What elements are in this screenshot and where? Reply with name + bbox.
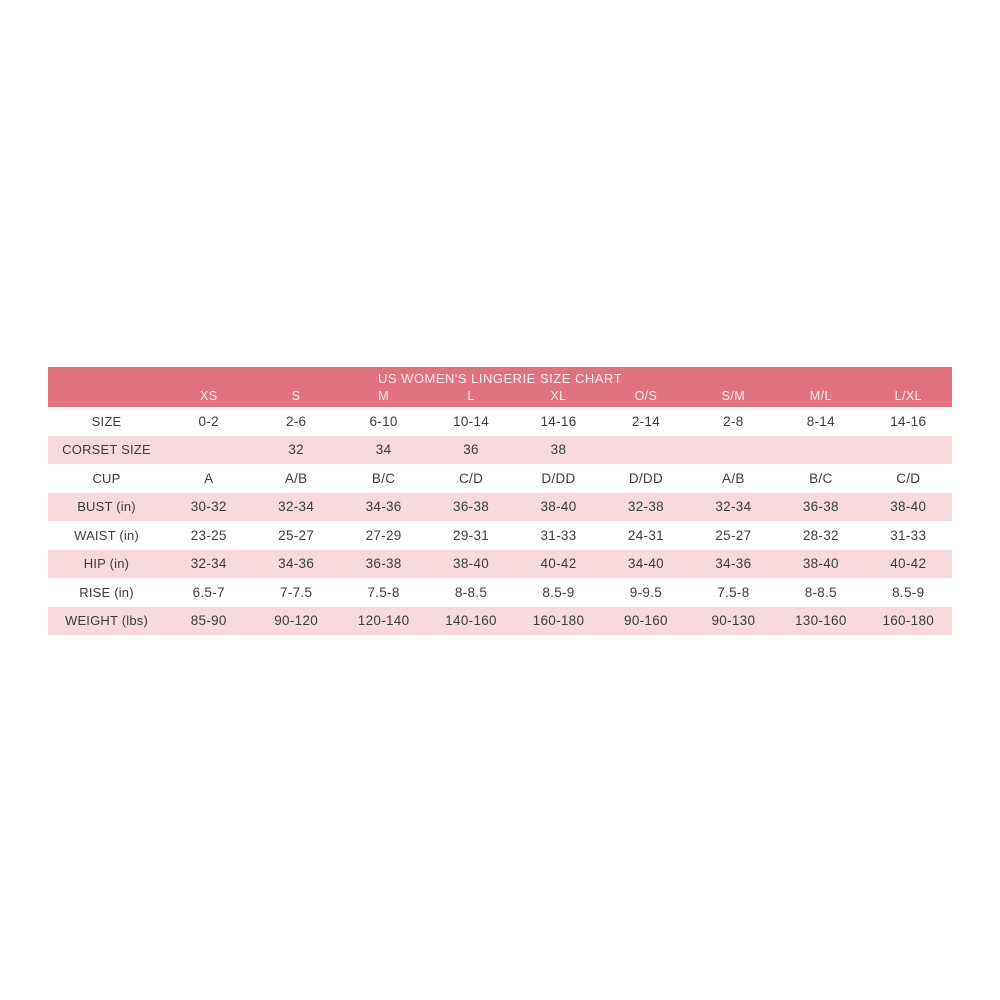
table-cell: 8.5-9 xyxy=(542,584,575,600)
table-cell: 30-32 xyxy=(190,499,227,515)
table-row xyxy=(48,550,952,579)
table-cell: 7.5-8 xyxy=(367,584,400,600)
column-header: S/M xyxy=(721,389,746,403)
table-cell: 0-2 xyxy=(198,413,219,429)
table-cell: 90-120 xyxy=(274,613,319,629)
table-cell: 10-14 xyxy=(453,413,490,429)
table-cell: 6-10 xyxy=(369,413,398,429)
table-cell: A/B xyxy=(284,470,308,486)
table-title: US WOMEN'S LINGERIE SIZE CHART xyxy=(377,371,623,386)
column-header-spacer xyxy=(48,396,165,399)
table-row xyxy=(48,493,952,522)
table-cell: 36-38 xyxy=(453,499,490,515)
table-body xyxy=(48,407,952,635)
table-row xyxy=(48,578,952,607)
table-cell: 160-180 xyxy=(532,613,585,629)
table-cell: 2-14 xyxy=(631,413,661,429)
table-cell: 8-8.5 xyxy=(454,584,488,600)
table-cell: 36-38 xyxy=(802,499,839,515)
table-cell: 8.5-9 xyxy=(892,584,925,600)
table-cell: 38-40 xyxy=(540,499,577,515)
table-cell: 38-40 xyxy=(802,556,839,572)
table-cell: 24-31 xyxy=(627,527,664,543)
table-cell: 38-40 xyxy=(453,556,490,572)
table-cell: 7.5-8 xyxy=(717,584,750,600)
table-cell: 9-9.5 xyxy=(629,584,663,600)
table-cell: 34-40 xyxy=(627,556,664,572)
table-row xyxy=(48,407,952,436)
table-cell: 34-36 xyxy=(278,556,315,572)
row-label: WEIGHT (lbs) xyxy=(64,613,149,629)
table-cell: 34 xyxy=(375,442,392,458)
table-cell: 29-31 xyxy=(453,527,490,543)
table-cell: 27-29 xyxy=(365,527,402,543)
table-cell: 38 xyxy=(550,442,567,458)
table-cell: 32-38 xyxy=(627,499,664,515)
table-cell: 34-36 xyxy=(365,499,402,515)
table-cell: 28-32 xyxy=(802,527,839,543)
table-cell: 140-160 xyxy=(445,613,497,629)
table-cell: A xyxy=(204,470,214,486)
table-cell: 31-33 xyxy=(540,527,577,543)
row-label: CORSET SIZE xyxy=(62,442,151,458)
table-cell: B/C xyxy=(809,470,833,486)
row-label: BUST (in) xyxy=(77,499,136,515)
table-cell: 2-6 xyxy=(285,413,307,429)
table-cell: 40-42 xyxy=(540,556,577,572)
row-label: RISE (in) xyxy=(79,584,134,600)
table-cell: 23-25 xyxy=(190,527,227,543)
table-row xyxy=(48,436,952,465)
row-label: CUP xyxy=(92,470,121,486)
table-row xyxy=(48,607,952,636)
table-cell: 14-16 xyxy=(890,413,927,429)
table-cell: 90-130 xyxy=(711,613,756,629)
table-cell: C/D xyxy=(458,470,484,486)
table-cell: A/B xyxy=(722,470,745,486)
table-cell: 36 xyxy=(463,442,479,458)
table-cell: 8-8.5 xyxy=(804,584,837,600)
table-cell: C/D xyxy=(896,470,921,486)
table-cell: D/DD xyxy=(628,470,664,486)
table-cell: 6.5-7 xyxy=(192,584,225,600)
table-cell: 90-160 xyxy=(624,613,668,629)
table-cell: 160-180 xyxy=(882,613,935,629)
column-header: O/S xyxy=(634,389,658,403)
table-cell: 36-38 xyxy=(365,556,402,572)
table-cell: 120-140 xyxy=(357,613,410,629)
column-header: XS xyxy=(199,389,218,403)
table-cell: 25-27 xyxy=(278,527,315,543)
column-header: XL xyxy=(550,389,567,403)
table-cell: 130-160 xyxy=(795,613,847,629)
table-cell: 40-42 xyxy=(890,556,927,572)
column-header: M xyxy=(378,389,390,403)
table-cell: 32-34 xyxy=(715,499,752,515)
row-label: SIZE xyxy=(91,413,122,429)
row-label: WAIST (in) xyxy=(74,527,139,543)
table-cell: 38-40 xyxy=(890,499,927,515)
table-row xyxy=(48,464,952,493)
table-cell: B/C xyxy=(371,470,396,486)
table-cell: 2-8 xyxy=(723,413,744,429)
table-cell: 85-90 xyxy=(190,613,227,629)
table-cell: 14-16 xyxy=(540,413,577,429)
table-cell: 34-36 xyxy=(715,556,752,572)
column-header: L xyxy=(467,389,475,403)
table-cell: 25-27 xyxy=(715,527,752,543)
table-cell: 8-14 xyxy=(806,413,835,429)
column-header: S xyxy=(291,389,301,403)
table-cell: 32-34 xyxy=(278,499,315,515)
table-row xyxy=(48,521,952,550)
table-header xyxy=(48,367,952,407)
row-label: HIP (in) xyxy=(83,556,130,572)
table-cell: 31-33 xyxy=(890,527,927,543)
table-cell: 32-34 xyxy=(190,556,227,572)
column-header: L/XL xyxy=(894,389,922,403)
size-chart-table xyxy=(48,367,952,635)
column-header-row xyxy=(48,388,952,407)
table-cell: 7-7.5 xyxy=(280,584,313,600)
table-cell: D/DD xyxy=(541,470,576,486)
column-header: M/L xyxy=(809,389,832,403)
table-cell: 32 xyxy=(288,442,304,458)
